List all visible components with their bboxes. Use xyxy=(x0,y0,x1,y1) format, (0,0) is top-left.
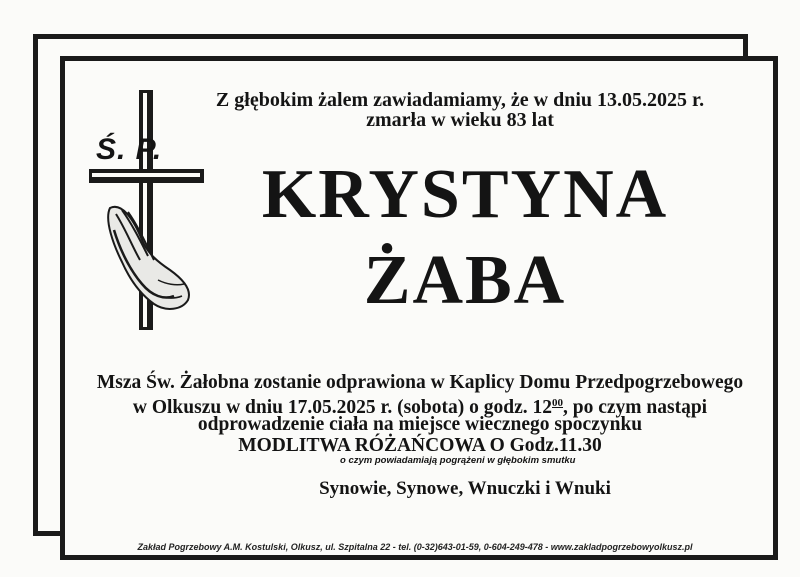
mass-line-3: odprowadzenie ciała na miejsce wiecznego spoczynku xyxy=(197,414,643,435)
rosary-prayer: MODLITWA RÓŻAŃCOWA O Godz.11.30 xyxy=(238,435,602,456)
funeral-home-footer: Zakład Pogrzebowy A.M. Kostulski, Olkusz, ul. Szpitalna 22 - tel. (0-32)643-01-59, 0-604-249-478 - www.zakladpogrzebowyolkusz.pl xyxy=(137,542,693,552)
family-signature: Synowie, Synowe, Wnuczki i Wnuki xyxy=(319,478,611,499)
mourners-note: o czym powiadamiają pogrążeni w głębokim smutku xyxy=(340,455,576,466)
mass-line-1: Msza Św. Żałobna zostanie odprawiona w Kaplicy Domu Przedpogrzebowego xyxy=(96,372,744,393)
intro-line-1: Z głębokim żalem zawiadamiamy, że w dniu 13.05.2025 r. xyxy=(215,89,705,111)
intro-line-2: zmarła w wieku 83 lat xyxy=(366,109,554,131)
deceased-last-name: ŻABA xyxy=(363,242,567,319)
deceased-first-name: KRYSTYNA xyxy=(261,156,669,233)
mass-line-2: w Olkuszu w dniu 17.05.2025 r. (sobota) o godz. $12^{00}$, po czym nastąpi xyxy=(132,397,708,418)
sp-initials: Ś. P. xyxy=(96,133,163,166)
